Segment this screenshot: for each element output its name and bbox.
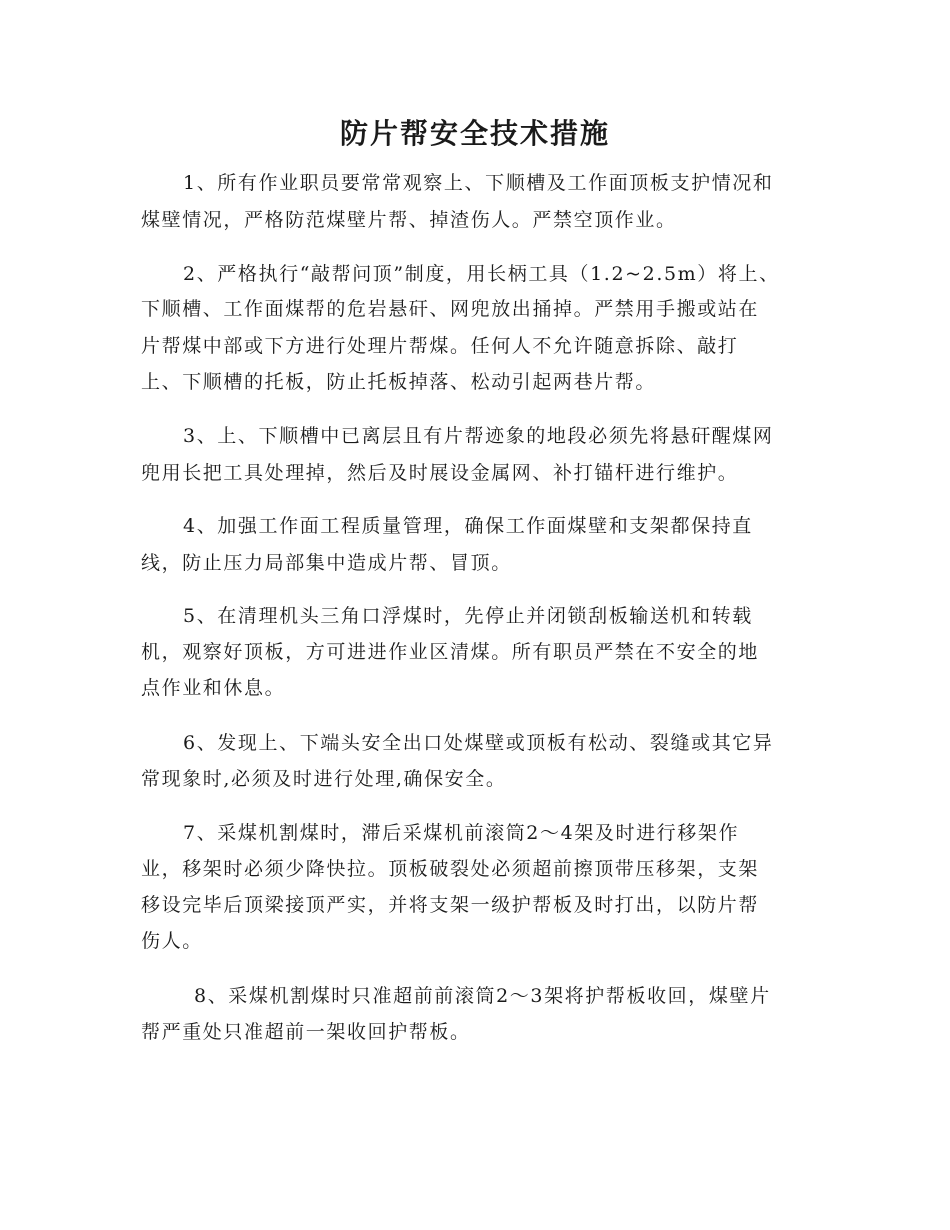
paragraph-line: 7、采煤机割煤时，滞后采煤机前滚筒2～4架及时进行移架作 xyxy=(183,822,740,844)
paragraph-line: 点作业和休息。 xyxy=(141,677,286,699)
paragraph-line: 4、加强工作面工程质量管理，确保工作面煤壁和支架都保持直 xyxy=(183,515,753,537)
paragraph-line: 片帮煤中部或下方进行处理片帮煤。任何人不允许随意拆除、敲打 xyxy=(141,335,739,357)
paragraph-line: 6、发现上、下端头安全出口处煤壁或顶板有松动、裂缝或其它异 xyxy=(183,732,774,754)
paragraph-line: 帮严重处只准超前一架收回护帮板。 xyxy=(141,1021,471,1043)
paragraph-line: 5、在清理机头三角口浮煤时，先停止并闭锁刮板输送机和转载 xyxy=(183,605,753,627)
paragraph-line: 下顺槽、工作面煤帮的危岩悬矸、网兜放出捅掉。严禁用手搬或站在 xyxy=(141,298,760,320)
paragraph-line: 兜用长把工具处理掉，然后及时展设金属网、补打锚杆进行维护。 xyxy=(141,462,739,484)
paragraph-line: 3、上、下顺槽中已离层且有片帮迹象的地段必须先将悬矸醒煤网 xyxy=(183,425,774,447)
paragraph-line: 上、下顺槽的托板，防止托板掉落、松动引起两巷片帮。 xyxy=(141,371,657,393)
paragraph-line: 伤人。 xyxy=(141,930,203,952)
paragraph-line: 煤壁情况，严格防范煤壁片帮、掉渣伤人。严禁空顶作业。 xyxy=(141,209,677,231)
paragraph-line: 8、采煤机割煤时只准超前前滚筒2～3架将护帮板收回，煤壁片 xyxy=(194,985,771,1007)
paragraph-line: 业，移架时必须少降快拉。顶板破裂处必须超前擦顶带压移架，支架 xyxy=(141,858,760,880)
paragraph-line: 1、所有作业职员要常常观察上、下顺槽及工作面顶板支护情况和 xyxy=(183,172,774,194)
document-title: 防片帮安全技术措施 xyxy=(339,117,610,150)
paragraph-line: 常现象时,必须及时进行处理,确保安全。 xyxy=(141,768,507,790)
paragraph-line: 2、严格执行“敲帮问顶”制度，用长柄工具（1.2~2.5m）将上、 xyxy=(183,263,780,285)
paragraph-line: 机，观察好顶板，方可进进作业区清煤。所有职员严禁在不安全的地 xyxy=(141,641,760,663)
paragraph-line: 移设完毕后顶梁接顶严实，并将支架一级护帮板及时打出，以防片帮 xyxy=(141,894,760,916)
paragraph-line: 线，防止压力局部集中造成片帮、冒顶。 xyxy=(141,552,512,574)
